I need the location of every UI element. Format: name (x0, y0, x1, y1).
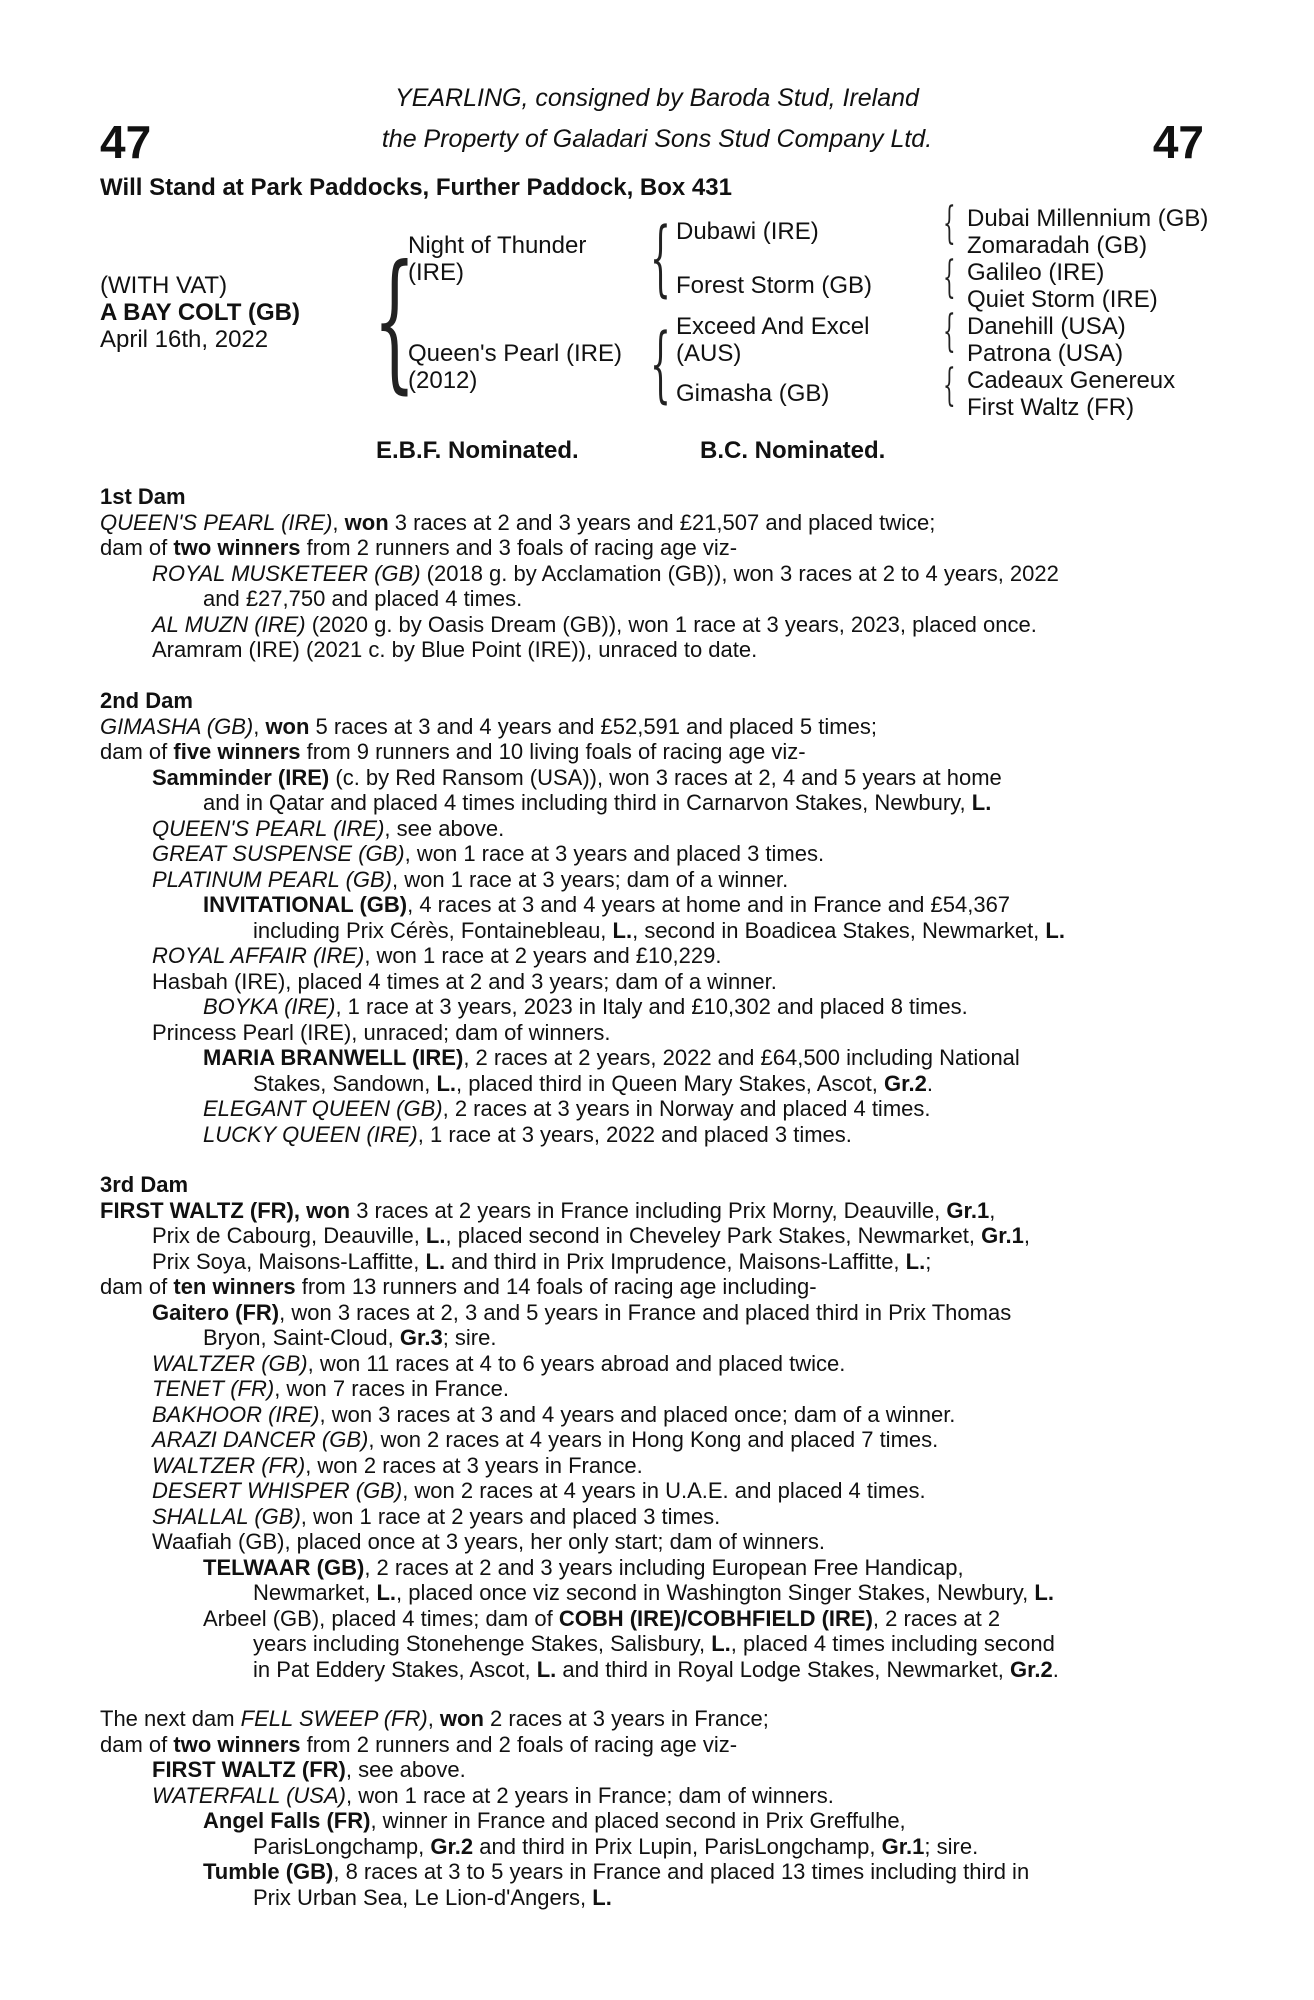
ebf-nomination: E.B.F. Nominated. (376, 437, 579, 464)
sire-dam: Forest Storm (GB) (676, 272, 873, 299)
produce-line: MARIA BRANWELL (IRE), 2 races at 2 years, 2022 and £64,500 including National (203, 1045, 1020, 1070)
third-dam-section (100, 1172, 1059, 1682)
produce-line: DESERT WHISPER (GB), won 2 races at 4 years in U.A.E. and placed 4 times. (152, 1478, 926, 1503)
horse-name: A BAY COLT (GB) (100, 299, 301, 326)
pedigree-brace-dam: { (650, 317, 671, 412)
sire: Night of Thunder (IRE) (408, 232, 587, 286)
produce-line: BOYKA (IRE), 1 race at 3 years, 2023 in Italy and £10,302 and placed 8 times. (203, 994, 968, 1019)
dam: Queen's Pearl (IRE) (2012) (408, 340, 622, 394)
produce-line: ARAZI DANCER (GB), won 2 races at 4 years in Hong Kong and placed 7 times. (152, 1427, 939, 1452)
lot-number-left: 47 (100, 116, 152, 168)
produce-line: ROYAL MUSKETEER (GB) (2018 g. by Acclamation (GB)), won 3 races at 2 to 4 years, 2022 (152, 560, 1059, 586)
dam-dam: Gimasha (GB) (676, 380, 830, 407)
produce-line: ROYAL AFFAIR (IRE), won 1 race at 2 years and £10,229. (152, 943, 722, 968)
produce-line: QUEEN'S PEARL (IRE), see above. (152, 815, 505, 841)
bc-nomination: B.C. Nominated. (700, 437, 886, 464)
gg-6: Patrona (USA) (967, 340, 1124, 367)
produce-line-cont: years including Stonehenge Stakes, Salisbury, L., placed 4 times including second (253, 1631, 1055, 1656)
gg-2: Zomaradah (GB) (967, 232, 1148, 259)
produce-line-cont: and £27,750 and placed 4 times. (203, 586, 523, 611)
first-dam-section (100, 484, 1059, 663)
gg-5: Danehill (USA) (967, 313, 1126, 340)
produce-line: GREAT SUSPENSE (GB), won 1 race at 3 years and placed 3 times. (152, 841, 825, 866)
produce-line: WALTZER (GB), won 11 races at 4 to 6 years abroad and placed twice. (152, 1350, 846, 1376)
dam-line: GIMASHA (GB), won 5 races at 3 and 4 years and £52,591 and placed 5 times; (100, 713, 877, 739)
produce-line: WALTZER (FR), won 2 races at 3 years in France. (152, 1452, 643, 1478)
section-title: 2nd Dam (100, 688, 193, 713)
gg-3: Galileo (IRE) (967, 259, 1105, 286)
produce-line: LUCKY QUEEN (IRE), 1 race at 3 years, 2022 and placed 3 times. (203, 1121, 852, 1147)
dam-summary: dam of five winners from 9 runners and 10 living foals of racing age viz- (100, 739, 806, 764)
pedigree-brace-main: { (373, 234, 416, 408)
produce-line-cont: Newmarket, L., placed once viz second in Washington Singer Stakes, Newbury, L. (253, 1580, 1054, 1605)
produce-line-cont: ParisLongchamp, Gr.2 and third in Prix Lupin, ParisLongchamp, Gr.1; sire. (253, 1833, 979, 1859)
produce-line: Hasbah (IRE), placed 4 times at 2 and 3 years; dam of a winner. (152, 968, 777, 994)
dam-line: FIRST WALTZ (FR), won 3 races at 2 years in France including Prix Morny, Deauville, Gr.1, (100, 1197, 996, 1223)
pedigree-brace-g4: { (943, 360, 956, 411)
produce-line: ELEGANT QUEEN (GB), 2 races at 3 years in Norway and placed 4 times. (203, 1096, 931, 1121)
produce-line: Arbeel (GB), placed 4 times; dam of COBH (IRE)/COBHFIELD (IRE), 2 races at 2 (203, 1605, 1001, 1631)
section-title: 1st Dam (100, 484, 186, 509)
produce-line: INVITATIONAL (GB), 4 races at 3 and 4 years at home and in France and £54,367 (203, 892, 1011, 917)
produce-line: FIRST WALTZ (FR), see above. (152, 1757, 466, 1782)
dam-line: QUEEN'S PEARL (IRE), won 3 races at 2 and 3 years and £21,507 and placed twice; (100, 509, 936, 535)
produce-line: Waafiah (GB), placed once at 3 years, her only start; dam of winners. (152, 1529, 825, 1554)
produce-line: Tumble (GB), 8 races at 3 to 5 years in France and placed 13 times including third in (203, 1859, 1030, 1884)
dam-summary: dam of two winners from 2 runners and 3 foals of racing age viz- (100, 535, 738, 560)
produce-line: Gaitero (FR), won 3 races at 2, 3 and 5 years in France and placed third in Prix Thomas (152, 1299, 1012, 1325)
produce-line: TELWAAR (GB), 2 races at 2 and 3 years including European Free Handicap, (203, 1554, 964, 1580)
produce-line: Samminder (IRE) (c. by Red Ransom (USA)), won 3 races at 2, 4 and 5 years at home (152, 764, 1002, 790)
gg-8: First Waltz (FR) (967, 394, 1135, 421)
gg-4: Quiet Storm (IRE) (967, 286, 1158, 313)
produce-line-cont: Stakes, Sandown, L., placed third in Queen Mary Stakes, Ascot, Gr.2. (253, 1070, 933, 1096)
produce-line-cont: including Prix Cérès, Fontainebleau, L., second in Boadicea Stakes, Newmarket, L. (253, 917, 1065, 943)
produce-line: AL MUZN (IRE) (2020 g. by Oasis Dream (GB)), won 1 race at 3 years, 2023, placed once. (152, 611, 1037, 637)
gg-1: Dubai Millennium (GB) (967, 205, 1209, 232)
sire-sire: Dubawi (IRE) (676, 218, 819, 245)
produce-line: WATERFALL (USA), won 1 race at 2 years in France; dam of winners. (152, 1782, 834, 1808)
produce-line: PLATINUM PEARL (GB), won 1 race at 3 years; dam of a winner. (152, 866, 789, 892)
produce-line-cont: Prix Urban Sea, Le Lion-d'Angers, L. (253, 1884, 612, 1910)
consignor-line: YEARLING, consigned by Baroda Stud, Ireland (395, 84, 919, 112)
dam-sire: Exceed And Excel (AUS) (676, 313, 870, 367)
pedigree-brace-g3: { (943, 306, 956, 357)
produce-line-cont: Bryon, Saint-Cloud, Gr.3; sire. (203, 1325, 497, 1350)
dam-summary: dam of two winners from 2 runners and 2 foals of racing age viz- (100, 1731, 738, 1757)
second-dam-section (100, 688, 1065, 1147)
dam-summary: dam of ten winners from 13 runners and 14 foals of racing age including- (100, 1274, 817, 1299)
lot-number-right: 47 (1152, 116, 1204, 168)
produce-line: BAKHOOR (IRE), won 3 races at 3 and 4 years and placed once; dam of a winner. (152, 1401, 956, 1427)
pedigree-brace-g1: { (943, 198, 956, 249)
produce-line-cont: and in Qatar and placed 4 times including third in Carnarvon Stakes, Newbury, L. (203, 790, 992, 815)
property-line: the Property of Galadari Sons Stud Company Ltd. (381, 125, 933, 153)
next-dam-section (100, 1706, 1029, 1910)
pedigree-brace-sire: { (650, 211, 671, 306)
gg-7: Cadeaux Genereux (967, 367, 1176, 394)
produce-line: Angel Falls (FR), winner in France and placed second in Prix Greffulhe, (203, 1808, 906, 1833)
produce-line: Aramram (IRE) (2021 c. by Blue Point (IRE)), unraced to date. (152, 637, 758, 662)
pedigree-brace-g2: { (943, 252, 956, 303)
vat-note: (WITH VAT) (100, 272, 228, 299)
dam-line-cont: Prix Soya, Maisons-Laffitte, L. and third in Prix Imprudence, Maisons-Laffitte, L.; (152, 1248, 932, 1274)
great-grandparents (967, 205, 1208, 421)
dam-line-cont: Prix de Cabourg, Deauville, L., placed second in Cheveley Park Stakes, Newmarket, Gr.1, (152, 1223, 1031, 1248)
section-title: 3rd Dam (100, 1172, 189, 1197)
produce-line: Princess Pearl (IRE), unraced; dam of winners. (152, 1019, 611, 1045)
dam-line: The next dam FELL SWEEP (FR), won 2 races at 3 years in France; (100, 1706, 769, 1731)
horse-dob: April 16th, 2022 (100, 326, 269, 353)
produce-line-cont: in Pat Eddery Stakes, Ascot, L. and third in Royal Lodge Stakes, Newmarket, Gr.2. (253, 1656, 1059, 1682)
stand-location: Will Stand at Park Paddocks, Further Paddock, Box 431 (100, 174, 732, 201)
produce-line: TENET (FR), won 7 races in France. (152, 1376, 509, 1401)
produce-line: SHALLAL (GB), won 1 race at 2 years and placed 3 times. (152, 1503, 721, 1529)
